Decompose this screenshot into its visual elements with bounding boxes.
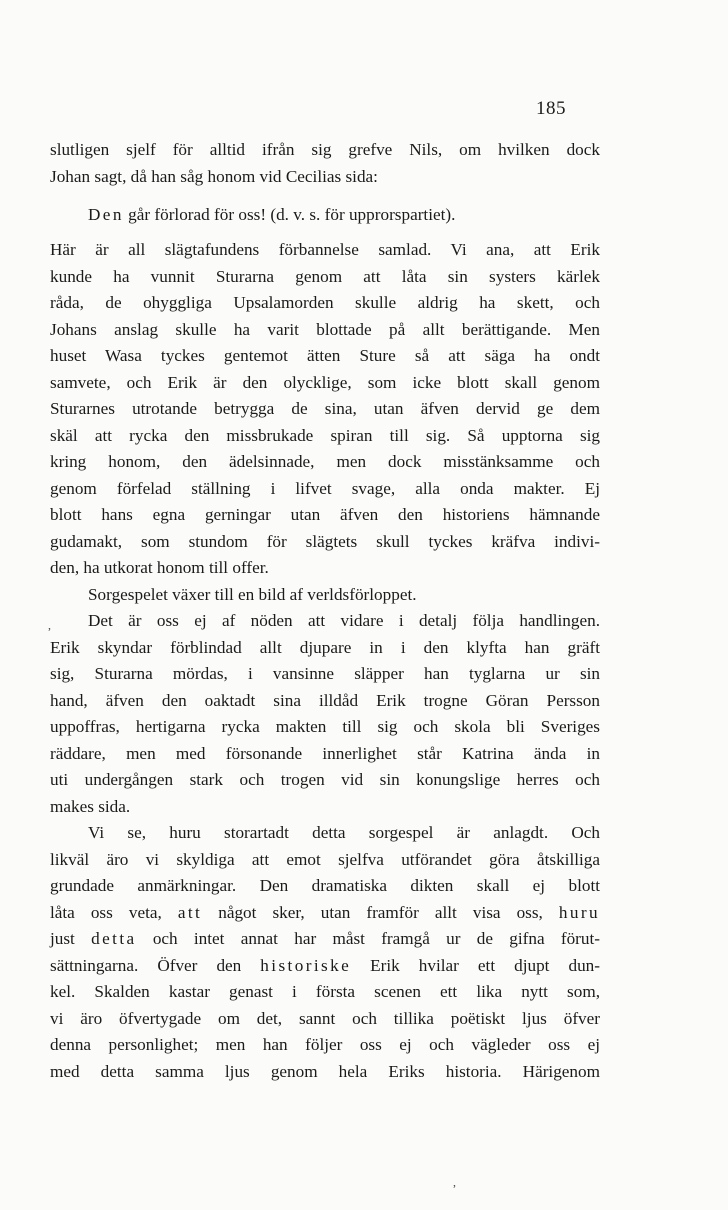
text-line: Sturarnes utrotande betrygga de sina, utan äfven dervid ge dem <box>50 399 600 418</box>
text-line: Vi se, huru storartadt detta sorgespel är anlagdt. Och <box>88 823 600 842</box>
text-run: och intet annat har måst framgå ur de gifna förut- <box>136 929 600 948</box>
text-line <box>50 900 600 927</box>
text-line: vi äro öfvertygade om det, sannt och tillika poëtiskt ljus öfver <box>50 1008 600 1028</box>
text-line: med detta samma ljus genom hela Eriks historia. Härigenom <box>50 1061 600 1081</box>
text-run: Erik hvilar ett djupt dun- <box>351 955 600 975</box>
text-line: Johans anslag skulle ha varit blottade på allt berättigande. Men <box>50 319 600 339</box>
text-line: den, ha utkorat honom till offer. <box>50 558 269 577</box>
text-line: Erik skyndar förblindad allt djupare in i den klyfta han gräft <box>50 637 600 657</box>
text-line: huset Wasa tyckes gentemot ätten Sture så att säga ha ondt <box>50 346 600 365</box>
text-line: kel. Skalden kastar genast i första scenen ett lika nytt som, <box>50 982 600 1001</box>
text-line: kring honom, den ädelsinnade, men dock misstänksamme och <box>50 452 600 471</box>
text-line: blott hans egna gerningar utan äfven den historiens hämnande <box>50 505 600 524</box>
stray-ink-mark: , <box>48 618 51 632</box>
text-line <box>50 926 600 953</box>
body-text <box>50 237 600 1085</box>
text-line: genom förfelad ställning i lifvet svage, alla onda makter. Ej <box>50 478 600 498</box>
text-line: hand, äfven den oaktadt sina illdåd Erik trogne Göran Persson <box>50 690 600 710</box>
text-line: uppoffras, hertigarna rycka makten till sig och skola bli Sveriges <box>50 717 600 736</box>
spaced-word: historiske <box>260 955 352 975</box>
quote-rest: går förlorad för oss! (d. v. s. för upprorspartiet). <box>123 205 456 224</box>
text-run: låta oss veta, <box>50 902 178 922</box>
text-run: sättningarna. Öfver den <box>50 955 261 975</box>
spaced-word: att <box>177 902 203 922</box>
stray-ink-mark: , <box>453 1175 456 1189</box>
text-line <box>50 953 600 980</box>
text-line: makes sida. <box>50 796 131 816</box>
text-line: Det är oss ej af nöden att vidare i detalj följa handlingen. <box>88 611 600 630</box>
text-line: kunde ha vunnit Sturarna genom att låta sin systers kärlek <box>50 266 600 286</box>
text-line: samvete, och Erik är den olycklige, som icke blott skall genom <box>50 372 600 392</box>
text-line: denna personlighet; men han följer oss ej och vägleder oss ej <box>50 1035 600 1054</box>
text-line: likväl äro vi skyldiga att emot sjelfva utförandet göra åtskilliga <box>50 849 600 869</box>
text-line: sig, Sturarna mördas, i vansinne släpper han tyglarna ur sin <box>50 664 600 683</box>
opening-lines <box>50 137 600 190</box>
text-line: Johan sagt, då han såg honom vid Cecilias sida: <box>50 166 378 186</box>
text-line: gudamakt, som stundom för slägtets skull tyckes kräfva indivi- <box>50 531 600 551</box>
text-line: grundade anmärkningar. Den dramatiska dikten skall ej blott <box>50 876 600 895</box>
text-run: något sker, utan framför allt visa oss, <box>202 902 559 922</box>
quote-line <box>50 202 600 229</box>
spaced-word: detta <box>91 929 137 948</box>
text-line: Sorgespelet växer till en bild af verldsförloppet. <box>88 584 417 604</box>
spaced-word: huru <box>558 902 600 922</box>
text-line: råda, de ohyggliga Upsalamorden skulle aldrig ha skett, och <box>50 293 600 312</box>
text-line: uti undergången stark och trogen vid sin konungslige herres och <box>50 770 600 789</box>
text-run: just <box>50 929 92 948</box>
spaced-word: Den <box>88 205 124 224</box>
text-line: Här är all slägtafundens förbannelse samlad. Vi ana, att Erik <box>50 240 600 259</box>
text-line: slutligen sjelf för alltid ifrån sig grefve Nils, om hvilken dock <box>50 140 600 159</box>
text-line: skäl att rycka den missbrukade spiran till sig. Så upptorna sig <box>50 425 600 445</box>
quotation <box>50 202 600 229</box>
text-line: räddare, men med försonande innerlighet står Katrina ända in <box>50 743 600 763</box>
page-number: 185 <box>536 98 566 119</box>
